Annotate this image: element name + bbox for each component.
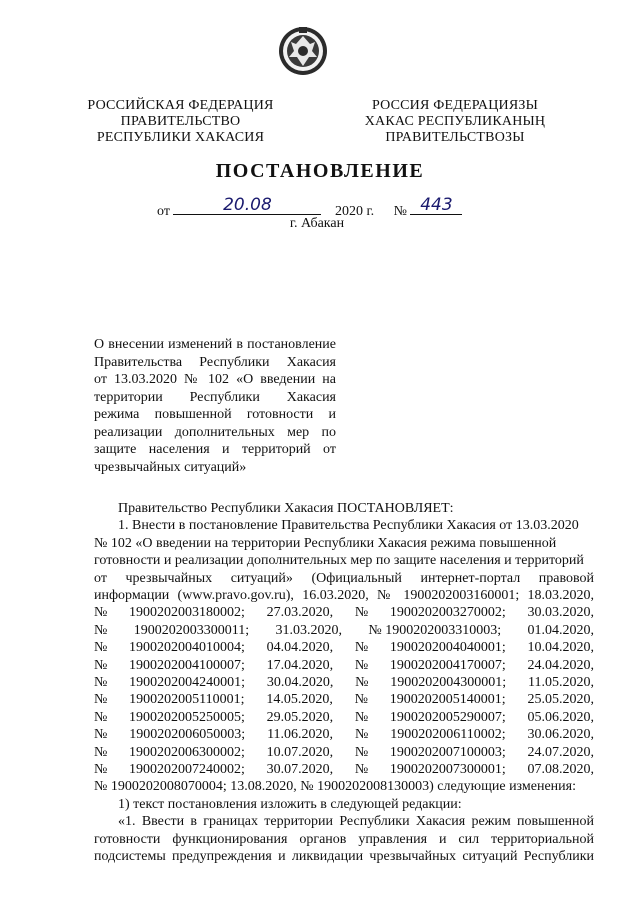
body-line: № 1900202008070004; 13.08.2020, № 1900202008130003) следующие изменения: bbox=[94, 779, 576, 795]
registry-cell: 10.07.2020, bbox=[266, 744, 334, 760]
registry-cell: 1900202005250005; bbox=[129, 709, 245, 725]
body-line-text: «1. Ввести в границах территории Республики Хакасия режим повышенной bbox=[118, 814, 594, 830]
registry-cell: 05.06.2020, bbox=[527, 709, 594, 725]
registry-cell: 1900202003270002; bbox=[389, 605, 506, 621]
number-handwritten: 443 bbox=[420, 195, 453, 215]
registry-cell: № bbox=[94, 709, 108, 725]
registry-cell: 30.03.2020, bbox=[527, 605, 594, 621]
registry-cell: 31.03.2020, bbox=[275, 622, 342, 638]
coat-of-arms-emblem bbox=[277, 24, 329, 78]
registry-cell: 11.05.2020, bbox=[527, 674, 594, 690]
date-field bbox=[173, 195, 321, 215]
date-prefix: от bbox=[157, 204, 170, 219]
registry-cell: 1900202004300001; bbox=[390, 674, 507, 690]
header-right-block bbox=[355, 98, 555, 146]
registry-cell: № bbox=[354, 657, 369, 673]
registry-row bbox=[94, 761, 594, 778]
year-text: 2020 г. bbox=[334, 204, 375, 219]
registry-cell: № bbox=[354, 605, 369, 621]
registry-row bbox=[94, 639, 594, 656]
number-sign: № bbox=[393, 204, 407, 219]
registry-cell: 1900202006300002; bbox=[129, 744, 245, 760]
header-left-line: РЕСПУБЛИКИ ХАКАСИЯ bbox=[96, 130, 265, 145]
header-left-block bbox=[78, 98, 283, 146]
subject-line: реализации дополнительных мер по bbox=[94, 424, 336, 440]
body-line-text: подсистемы предупреждения и ликвидации чрезвычайных ситуаций Республики bbox=[94, 848, 594, 864]
registry-cell: 24.04.2020, bbox=[527, 657, 594, 673]
body-item-1: 1) текст постановления изложить в следующей редакции: bbox=[118, 796, 462, 812]
registry-cell: 10.04.2020, bbox=[527, 640, 594, 656]
header-left-line: РОССИЙСКАЯ ФЕДЕРАЦИЯ bbox=[87, 98, 274, 113]
body-line bbox=[94, 848, 594, 865]
header-right-line: РОССИЯ ФЕДЕРАЦИЯЗЫ bbox=[371, 98, 539, 113]
body-line-text: от чрезвычайных ситуаций» (Официальный интернет-портал правовой bbox=[94, 570, 594, 586]
subject-line: О внесении изменений в постановление bbox=[94, 337, 336, 352]
registry-row bbox=[94, 622, 594, 639]
registry-cell: 1900202004170007; bbox=[389, 657, 506, 673]
registry-rows bbox=[94, 604, 594, 778]
registry-cell: 11.06.2020, bbox=[267, 727, 334, 743]
registry-cell: 27.03.2020, bbox=[266, 605, 334, 621]
body-line: готовности и реализации дополнительных мер по защите населения и территорий bbox=[94, 553, 584, 569]
registry-cell: 04.04.2020, bbox=[266, 640, 334, 656]
subject-line: от 13.03.2020 № 102 «О введении на bbox=[94, 372, 336, 387]
registry-cell: № bbox=[94, 605, 108, 621]
registry-cell: № bbox=[94, 674, 108, 690]
header-right-line: ПРАВИТЕЛЬСТВОЗЫ bbox=[385, 130, 525, 145]
registry-row bbox=[94, 744, 594, 761]
registry-cell: 30.07.2020, bbox=[266, 761, 334, 777]
registry-cell: 14.05.2020, bbox=[266, 692, 333, 708]
registry-cell: № bbox=[94, 657, 108, 673]
header-left-line: ПРАВИТЕЛЬСТВО bbox=[120, 114, 241, 129]
registry-row bbox=[94, 674, 594, 691]
registry-row bbox=[94, 691, 594, 708]
registry-cell: 07.08.2020, bbox=[527, 761, 594, 777]
document-title: ПОСТАНОВЛЕНИЕ bbox=[215, 160, 425, 182]
city-name: г. Абакан bbox=[289, 216, 345, 231]
registry-cell: № bbox=[354, 727, 369, 743]
registry-cell: № bbox=[354, 692, 368, 708]
registry-cell: 30.06.2020, bbox=[527, 727, 594, 743]
registry-cell: № bbox=[355, 674, 369, 690]
registry-cell: № bbox=[94, 744, 108, 760]
registry-cell: 1900202006050003; bbox=[129, 727, 246, 743]
registry-cell: 1900202004040001; bbox=[389, 640, 506, 656]
subject-line: режима повышенной готовности и bbox=[94, 407, 336, 422]
registry-cell: 1900202004240001; bbox=[129, 674, 246, 690]
registry-cell: 1900202003180002; bbox=[129, 605, 245, 621]
registry-cell: № bbox=[354, 640, 369, 656]
subject-line: чрезвычайных ситуаций» bbox=[94, 459, 247, 475]
subject-block bbox=[94, 336, 336, 476]
registry-cell: № bbox=[94, 761, 108, 777]
subject-line: Правительства Республики Хакасия bbox=[94, 354, 336, 370]
registry-cell: 1900202006110002; bbox=[390, 727, 506, 743]
registry-cell: 1900202003300011; bbox=[133, 622, 250, 638]
registry-cell: № bbox=[354, 709, 369, 725]
registry-cell: № bbox=[94, 622, 108, 638]
registry-row bbox=[94, 709, 594, 726]
registry-row bbox=[94, 726, 594, 743]
registry-cell: 1900202007240002; bbox=[129, 761, 245, 777]
registry-cell: 25.05.2020, bbox=[527, 692, 594, 708]
registry-cell: 17.04.2020, bbox=[266, 657, 334, 673]
body-intro: Правительство Республики Хакасия ПОСТАНОВЛЯЕТ: bbox=[118, 501, 454, 516]
registry-cell: 1900202005110001; bbox=[129, 692, 245, 708]
registry-cell: 1900202005290007; bbox=[389, 709, 506, 725]
body-line-text: готовности функционирования органов управления и сил территориальной bbox=[94, 831, 594, 847]
registry-cell: 1900202005140001; bbox=[389, 692, 506, 708]
registry-cell: № bbox=[94, 727, 108, 743]
registry-cell: 30.04.2020, bbox=[266, 674, 334, 690]
registry-cell: 1900202007100003; bbox=[389, 744, 506, 760]
registry-cell: № bbox=[94, 692, 108, 708]
registry-cell: 24.07.2020, bbox=[527, 744, 594, 760]
registry-cell: № bbox=[354, 744, 369, 760]
body-line: № 102 «О введении на территории Республики Хакасия режима повышенной bbox=[94, 535, 557, 551]
header-right-line: ХАКАС РЕСПУБЛИКАНЫҢ bbox=[364, 114, 546, 129]
body-line: 1. Внести в постановление Правительства Республики Хакасия от 13.03.2020 bbox=[118, 518, 579, 534]
document-body bbox=[94, 500, 594, 865]
date-handwritten: 20.08 bbox=[223, 195, 272, 215]
subject-line: защите населения и территорий от bbox=[94, 442, 336, 457]
body-line bbox=[94, 831, 594, 848]
body-line bbox=[94, 587, 594, 604]
subject-line: территории Республики Хакасия bbox=[94, 389, 336, 405]
registry-cell: 1900202004010004; bbox=[129, 640, 245, 656]
registry-cell: 1900202007300001; bbox=[389, 761, 506, 777]
registry-row bbox=[94, 604, 594, 621]
registry-row bbox=[94, 657, 594, 674]
registry-cell: № bbox=[354, 761, 369, 777]
registry-cell: 01.04.2020, bbox=[527, 622, 594, 638]
registry-cell: 1900202004100007; bbox=[129, 657, 245, 673]
body-line-text: информации (www.pravo.gov.ru), 16.03.2020, № 1900202003160001; 18.03.2020, bbox=[94, 588, 594, 604]
registry-cell: 29.05.2020, bbox=[266, 709, 334, 725]
registry-cell: № 1900202003310003; bbox=[368, 622, 502, 638]
registry-cell: № bbox=[94, 640, 108, 656]
body-line bbox=[94, 570, 594, 587]
number-field bbox=[410, 195, 462, 215]
body-line bbox=[94, 813, 594, 830]
